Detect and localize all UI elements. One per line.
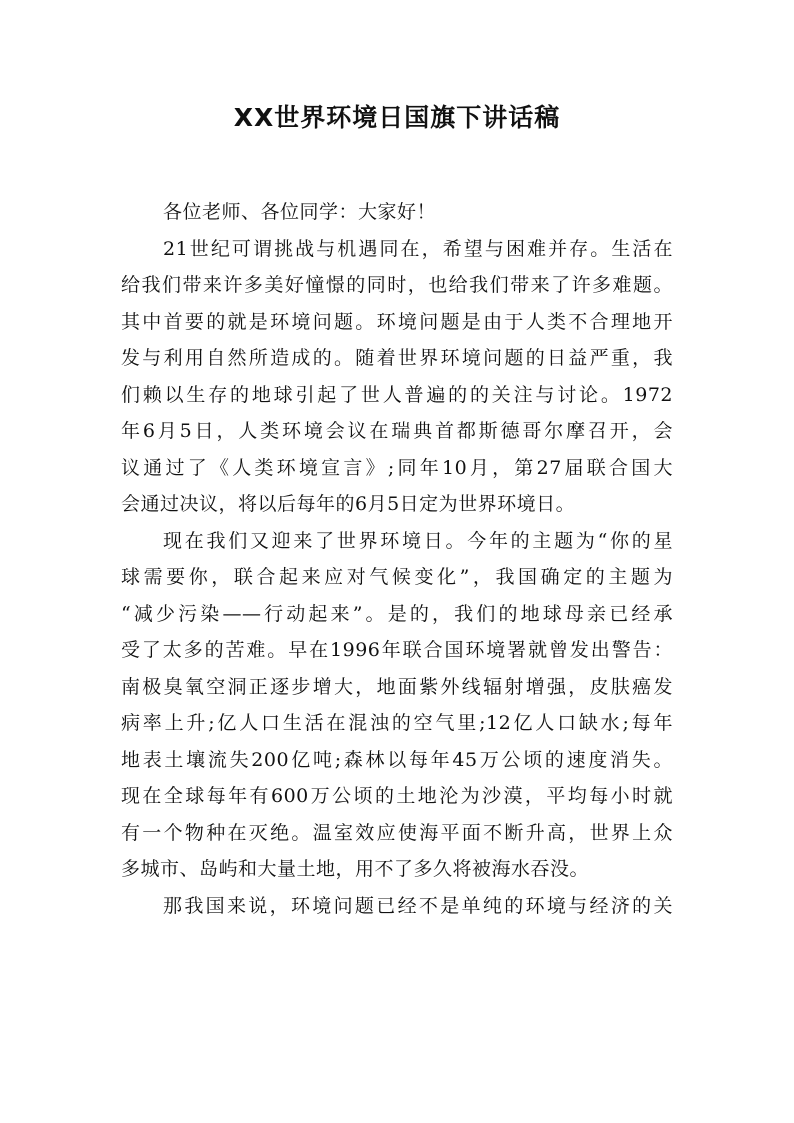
paragraph-line: 们赖以生存的地球引起了世人普遍的的关注与讨论。1972 [121,383,673,406]
paragraph-line: 其中首要的就是环境问题。环境问题是由于人类不合理地开 [121,310,673,333]
document-title: XX世界环境日国旗下讲话稿 [233,103,561,132]
paragraph-line: 有一个物种在灭绝。温室效应使海平面不断升高，世界上众 [121,821,673,844]
paragraph-line: 21世纪可谓挑战与机遇同在，希望与困难并存。生活在 [163,237,673,260]
paragraph-line: 给我们带来许多美好憧憬的同时，也给我们带来了许多难题。 [121,274,673,296]
paragraph-line: 现在我们又迎来了世界环境日。今年的主题为“你的星 [163,529,673,552]
paragraph-line: 那我国来说，环境问题已经不是单纯的环境与经济的关 [163,894,673,917]
paragraph-line: 现在全球每年有600万公顷的土地沦为沙漠，平均每小时就 [121,785,673,807]
paragraph-line: 发与利用自然所造成的。随着世界环境问题的日益严重，我 [121,347,673,369]
paragraph-line: 球需要你，联合起来应对气候变化”，我国确定的主题为 [121,566,673,588]
paragraph-line: 病率上升;亿人口生活在混浊的空气里;12亿人口缺水;每年 [121,712,673,734]
paragraph-line: 年6月5日，人类环境会议在瑞典首都斯德哥尔摩召开，会 [121,420,673,442]
paragraph-line: 会通过决议，将以后每年的6月5日定为世界环境日。 [121,493,576,515]
paragraph-line: 各位老师、各位同学：大家好！ [163,201,437,223]
paragraph-line: 南极臭氧空洞正逐步增大，地面紫外线辐射增强，皮肤癌发 [121,675,673,698]
paragraph-line: 多城市、岛屿和大量土地，用不了多久将被海水吞没。 [121,858,590,880]
paragraph-line: 地表土壤流失200亿吨;森林以每年45万公顷的速度消失。 [121,748,673,771]
paragraph-line: 受了太多的苦难。早在1996年联合国环境署就曾发出警告： [121,639,673,661]
paragraph-line: 议通过了《人类环境宣言》;同年10月，第27届联合国大 [121,456,673,479]
document-body [121,194,673,924]
paragraph-line: “减少污染——行动起来”。是的，我们的地球母亲已经承 [121,602,673,625]
